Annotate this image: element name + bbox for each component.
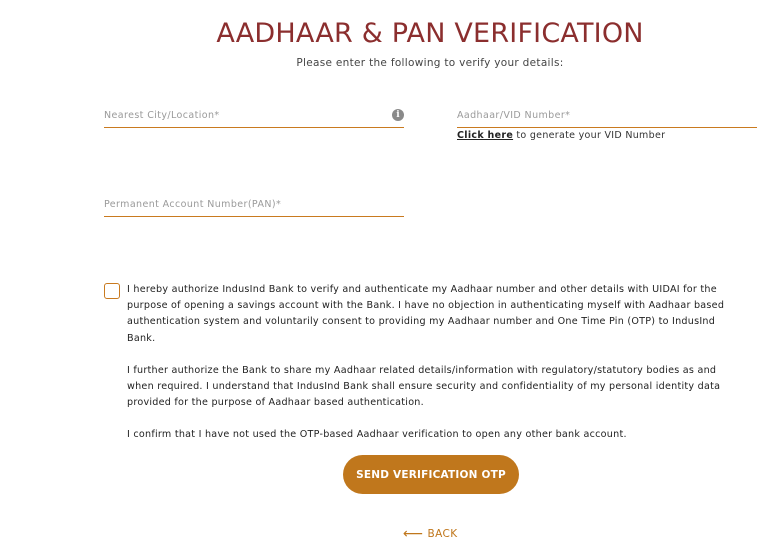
consent-paragraph-1: I hereby authorize IndusInd Bank to verify and authenticate my Aadhaar number and other details with UIDAI for the purpose of opening a savings account with the Bank. I have no objection in authenticating myself with Aadhaar based authentication system and voluntarily consent to providing my Aadhaar number and One Time Pin (OTP) to IndusInd Bank. xyxy=(127,284,725,344)
city-input[interactable] xyxy=(104,122,404,134)
pan-field[interactable] xyxy=(104,199,404,217)
aadhaar-field[interactable] xyxy=(457,110,757,128)
info-icon[interactable]: i xyxy=(392,109,404,121)
consent-text xyxy=(127,282,727,460)
back-label: BACK xyxy=(427,528,458,540)
pan-label: Permanent Account Number(PAN)* xyxy=(104,199,282,210)
vid-help-suffix: to generate your VID Number xyxy=(513,130,666,141)
city-field[interactable] xyxy=(104,110,404,128)
pan-input[interactable] xyxy=(104,211,404,223)
page-title: AADHAAR & PAN VERIFICATION xyxy=(216,18,644,49)
page-subtitle: Please enter the following to verify your details: xyxy=(296,57,564,69)
aadhaar-label: Aadhaar/VID Number* xyxy=(457,110,571,121)
consent-paragraph-3: I confirm that I have not used the OTP-based Aadhaar verification to open any other bank account. xyxy=(127,429,627,441)
city-label: Nearest City/Location* xyxy=(104,110,220,121)
arrow-left-icon: ⟵ xyxy=(403,526,424,542)
send-otp-button[interactable]: SEND VERIFICATION OTP xyxy=(343,455,519,494)
generate-vid-link[interactable]: Click here xyxy=(457,130,514,141)
consent-paragraph-2: I further authorize the Bank to share my Aadhaar related details/information with regulatory/statutory bodies as and when required. I understand that IndusInd Bank shall ensure security and confidentiality of my personal identity data provided for the purpose of Aadhaar based authentication. xyxy=(127,364,721,409)
consent-checkbox[interactable] xyxy=(104,283,120,299)
back-link[interactable] xyxy=(403,525,458,541)
vid-help-text xyxy=(457,130,665,141)
